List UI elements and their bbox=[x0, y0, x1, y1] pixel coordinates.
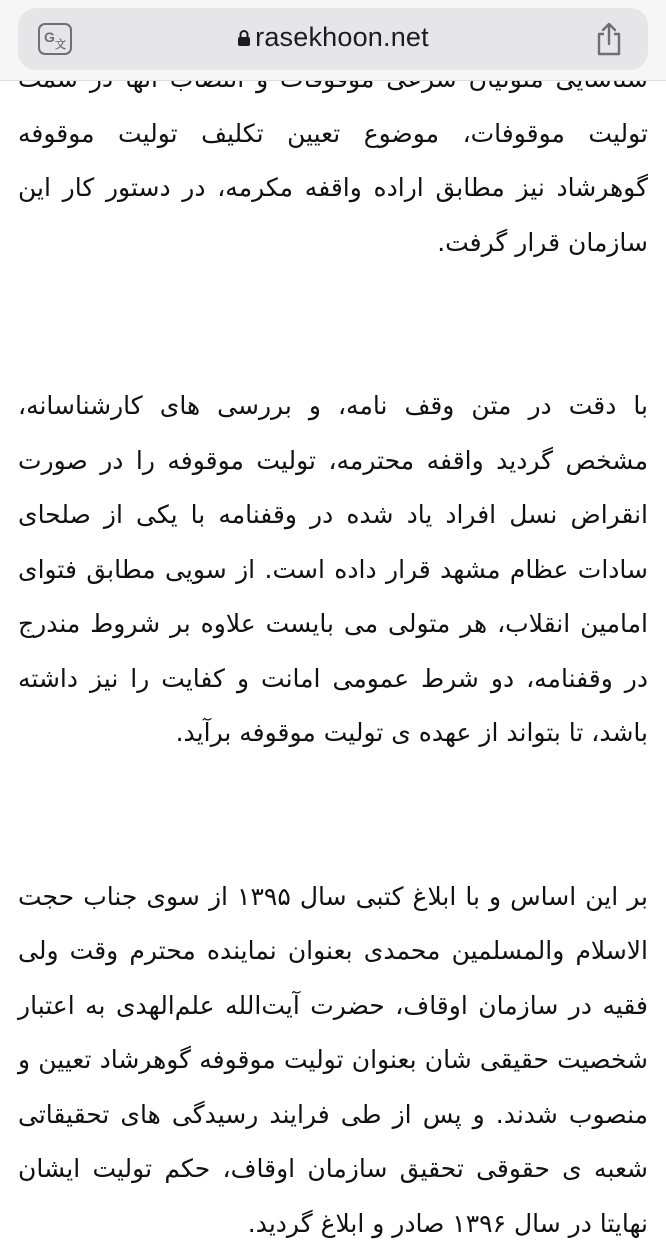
article-paragraph-2: با دقت در متن وقف نامه، و بررسی های کارشناسانه، مشخص گردید واقفه محترمه، تولیت موقوفه را در صورت انقراض نسل افراد یاد شده در وقفنامه با یکی از صلحای سادات عظام مشهد قرار داده است. از سویی مطابق فتوای امامین انقلاب، هر متولی می بایست علاوه بر شروط مندرج در وقفنامه، دو شرط عمومی امانت و کفایت را نیز داشته باشد، تا بتواند از عهده ی تولیت موقوفه برآید. bbox=[18, 379, 648, 761]
url-field[interactable] bbox=[18, 8, 648, 70]
browser-address-bar bbox=[0, 0, 666, 81]
paragraph-spacer bbox=[18, 761, 648, 870]
article-paragraph-1: تولیت موقوفات، موضوع تعیین تکلیف تولیت موقوفه گوهرشاد نیز مطابق اراده واقفه مکرمه، در دستور کار این سازمان قرار گرفت. bbox=[18, 52, 648, 270]
svg-text:G: G bbox=[44, 29, 55, 45]
svg-text:文: 文 bbox=[55, 37, 66, 50]
lock-icon bbox=[237, 23, 251, 54]
article-body bbox=[18, 76, 648, 1251]
paragraph-spacer bbox=[18, 270, 648, 379]
url-text: rasekhoon.net bbox=[255, 22, 429, 52]
article-paragraph-3: بر این اساس و با ابلاغ کتبی سال ۱۳۹۵ از سوی جناب حجت الاسلام والمسلمین محمدی بعنوان نماینده محترم وقت ولی فقیه در سازمان اوقاف، حضرت آیت‌الله علم‌الهدی به اعتبار شخصیت حقیقی شان بعنوان تولیت موقوفه گوهرشاد تعیین و منصوب شدند. و پس از طی فرایند رسیدگی های تحقیقاتی شعبه ی حقوقی تحقیق سازمان اوقاف، حکم تولیت ایشان نهایتا در سال ۱۳۹۶ صادر و ابلاغ گردید. bbox=[18, 870, 648, 1251]
share-icon[interactable] bbox=[592, 20, 626, 58]
url-display[interactable] bbox=[18, 22, 648, 54]
